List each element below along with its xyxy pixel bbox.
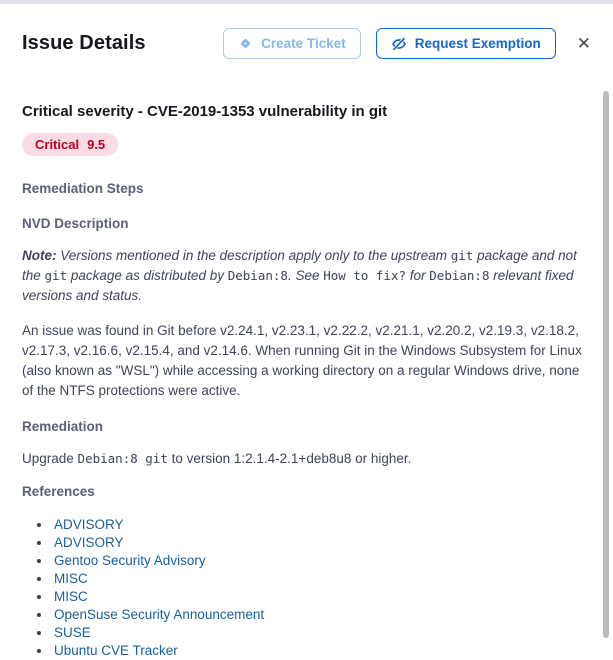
- references-list: [22, 516, 587, 660]
- code-inline: git: [450, 248, 474, 263]
- reference-link[interactable]: MISC: [54, 589, 88, 604]
- code-inline: Debian:8 git: [77, 451, 168, 466]
- reference-link[interactable]: ADVISORY: [54, 517, 124, 532]
- references-heading: References: [22, 484, 95, 499]
- severity-score: 9.5: [87, 137, 106, 152]
- scrollbar-thumb[interactable]: [603, 91, 609, 638]
- severity-label: Critical: [35, 137, 80, 152]
- remediation-text: Upgrade: [22, 451, 78, 466]
- create-ticket-label: Create Ticket: [261, 36, 346, 51]
- reference-list-item: [52, 642, 587, 660]
- reference-list-item: [52, 588, 587, 606]
- reference-link[interactable]: SUSE: [54, 625, 91, 640]
- reference-list-item: [52, 516, 587, 534]
- reference-link[interactable]: OpenSuse Security Announcement: [54, 607, 265, 622]
- reference-list-item: [52, 534, 587, 552]
- code-inline: How to fix?: [323, 268, 407, 283]
- close-icon[interactable]: ✕: [571, 31, 597, 56]
- request-exemption-label: Request Exemption: [414, 36, 541, 51]
- issue-detail-body: [0, 59, 613, 660]
- note-text: package as distributed by: [67, 268, 228, 283]
- remediation-text: to version 1:2.1.4-2.1+deb8u8 or higher.: [167, 451, 412, 466]
- nvd-description-paragraph: An issue was found in Git before v2.24.1, v2.23.1, v2.22.2, v2.21.1, v2.20.2, v2.19.3, v2.18.2, v2.17.3, v2.16.6, v2.15.4, and v2.14.6. When running Git in the Windows Subsystem for Linux (also known as "WSL") while accessing a working directory on a regular Windows drive, none of the NTFS protections were active.: [22, 323, 582, 398]
- create-ticket-button[interactable]: [223, 28, 361, 59]
- nvd-description-heading: NVD Description: [22, 216, 129, 231]
- remediation-heading: Remediation: [22, 419, 104, 434]
- note-text: relevant fixed versions and status.: [22, 268, 574, 303]
- reference-link[interactable]: Gentoo Security Advisory: [54, 553, 206, 568]
- panel-header: [0, 0, 613, 59]
- page-title: Issue Details: [22, 32, 146, 54]
- code-inline: git: [44, 268, 68, 283]
- eye-off-icon: [391, 36, 407, 52]
- jira-diamond-icon: [238, 36, 253, 51]
- reference-list-item: [52, 570, 587, 588]
- reference-link[interactable]: MISC: [54, 571, 88, 586]
- reference-link[interactable]: ADVISORY: [54, 535, 124, 550]
- severity-badge: [22, 133, 118, 156]
- request-exemption-button[interactable]: [376, 28, 556, 59]
- remediation-steps-heading: Remediation Steps: [22, 181, 144, 196]
- reference-list-item: [52, 624, 587, 642]
- header-actions: [223, 28, 597, 59]
- note-text: . See: [287, 268, 324, 283]
- note-text: for: [406, 268, 430, 283]
- window-top-edge: [0, 0, 613, 4]
- note-text: package and not the: [22, 248, 577, 283]
- code-inline: Debian:8: [227, 268, 288, 283]
- code-inline: Debian:8: [429, 268, 490, 283]
- issue-title: Critical severity - CVE-2019-1353 vulnerability in git: [22, 103, 388, 120]
- reference-list-item: [52, 552, 587, 570]
- reference-link[interactable]: Ubuntu CVE Tracker: [54, 643, 178, 658]
- remediation-paragraph: [22, 449, 587, 469]
- note-text: Versions mentioned in the description apply only to the upstream: [56, 248, 451, 263]
- reference-list-item: [52, 606, 587, 624]
- note-label: Note:: [22, 248, 57, 263]
- nvd-note-paragraph: [22, 246, 587, 306]
